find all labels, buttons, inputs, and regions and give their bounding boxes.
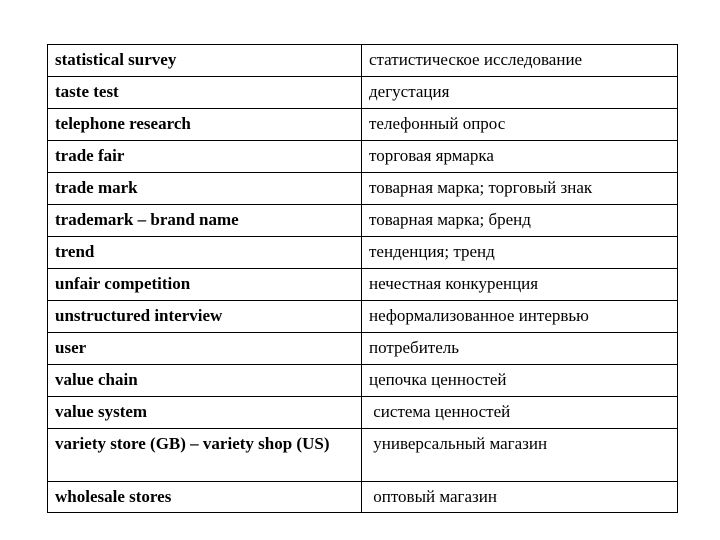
translation-cell: телефонный опрос (362, 109, 678, 141)
translation-cell: статистическое исследование (362, 45, 678, 77)
table-row (48, 365, 678, 397)
table-row (48, 173, 678, 205)
term-cell: unstructured interview (48, 301, 362, 333)
term-cell: telephone research (48, 109, 362, 141)
term-cell: value chain (48, 365, 362, 397)
translation-cell: нечестная конкуренция (362, 269, 678, 301)
table-row (48, 397, 678, 429)
translation-cell: система ценностей (362, 397, 678, 429)
term-cell: trademark – brand name (48, 205, 362, 237)
table-row (48, 45, 678, 77)
translation-cell: товарная марка; торговый знак (362, 173, 678, 205)
table-row (48, 482, 678, 513)
term-cell: taste test (48, 77, 362, 109)
translation-cell: товарная марка; бренд (362, 205, 678, 237)
translation-cell: оптовый магазин (362, 482, 678, 513)
table-row (48, 109, 678, 141)
table-row (48, 269, 678, 301)
term-cell: statistical survey (48, 45, 362, 77)
term-cell: variety store (GB) – variety shop (US) (48, 429, 362, 482)
glossary-body (48, 45, 678, 513)
term-cell: value system (48, 397, 362, 429)
table-row (48, 429, 678, 482)
table-row (48, 301, 678, 333)
table-row (48, 237, 678, 269)
translation-cell: дегустация (362, 77, 678, 109)
translation-cell: потребитель (362, 333, 678, 365)
translation-cell: тенденция; тренд (362, 237, 678, 269)
translation-cell: цепочка ценностей (362, 365, 678, 397)
glossary-table (47, 44, 678, 513)
translation-cell: неформализованное интервью (362, 301, 678, 333)
table-row (48, 205, 678, 237)
table-row (48, 141, 678, 173)
table-row (48, 77, 678, 109)
translation-cell: универсальный магазин (362, 429, 678, 482)
term-cell: unfair competition (48, 269, 362, 301)
term-cell: trend (48, 237, 362, 269)
translation-cell: торговая ярмарка (362, 141, 678, 173)
term-cell: trade mark (48, 173, 362, 205)
table-row (48, 333, 678, 365)
term-cell: wholesale stores (48, 482, 362, 513)
term-cell: user (48, 333, 362, 365)
term-cell: trade fair (48, 141, 362, 173)
